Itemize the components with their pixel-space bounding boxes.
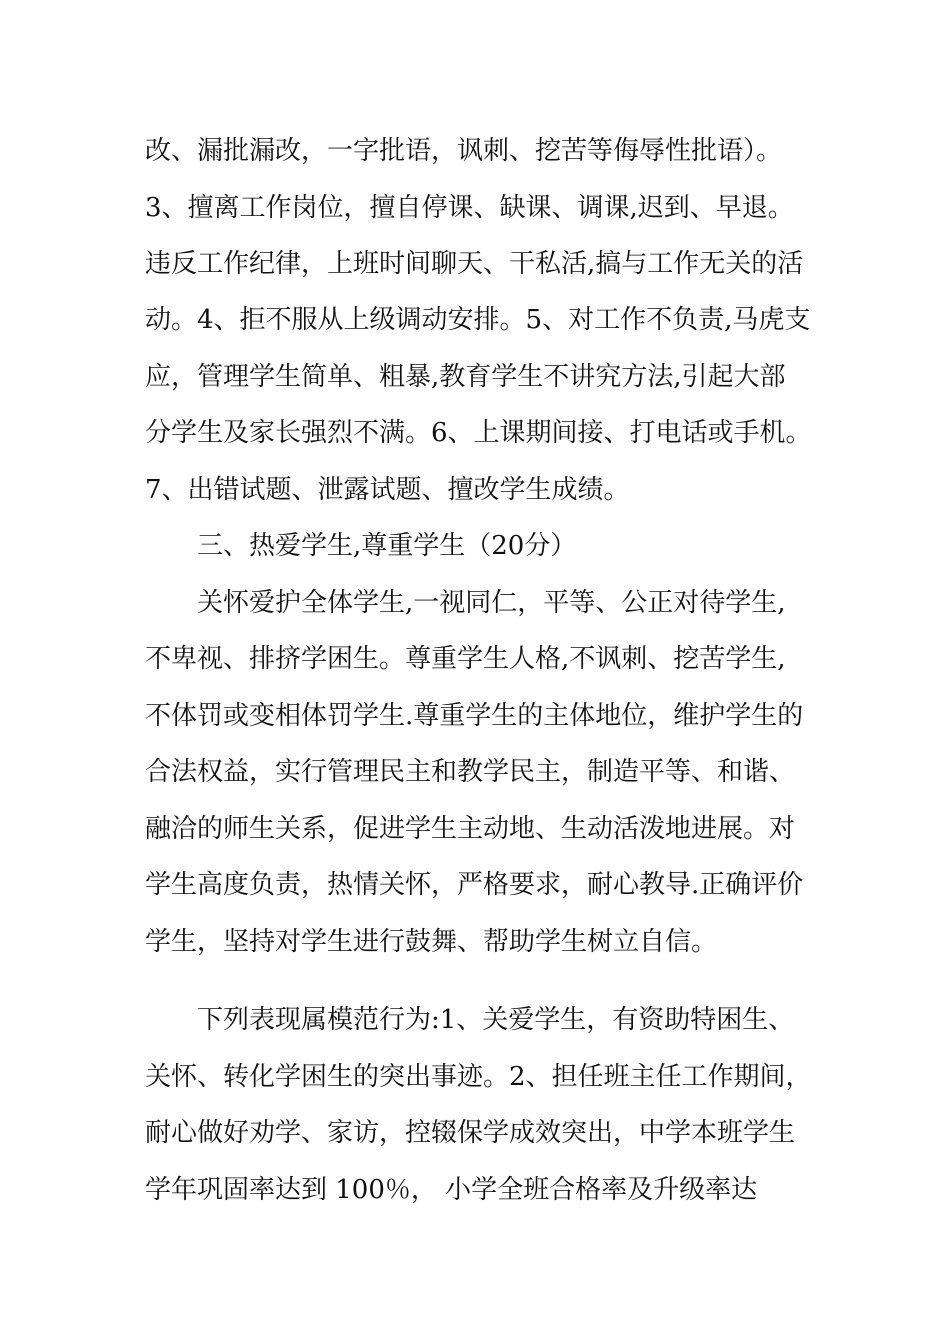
paragraph-line-3: 违反工作纪律，上班时间聊天、干私活,搞与工作无关的活 bbox=[145, 249, 804, 279]
paragraph-line-4: 动。4、拒不服从上级调动安排。5、对工作不负责,马虎支 bbox=[145, 305, 811, 335]
paragraph-line-15: 学生，坚持对学生进行鼓舞、帮助学生树立自信。 bbox=[145, 927, 718, 957]
paragraph-line-13: 融洽的师生关系，促进学生主动地、生动活泼地进展。对 bbox=[145, 814, 796, 844]
paragraph-line-16: 下列表现属模范行为:1、关爱学生，有资助特困生、 bbox=[197, 1005, 795, 1035]
paragraph-line-9: 关怀爱护全体学生,一视同仁，平等、公正对待学生, bbox=[197, 588, 786, 618]
paragraph-line-14: 学生高度负责，热情关怀，严格要求，耐心教导.正确评价 bbox=[145, 870, 804, 900]
paragraph-line-6: 分学生及家长强烈不满。6、上课期间接、打电话或手机。 bbox=[145, 418, 812, 448]
paragraph-line-5: 应，管理学生简单、粗暴,教育学生不讲究方法,引起大部 bbox=[145, 362, 786, 392]
paragraph-line-10: 不卑视、排挤学困生。尊重学生人格,不讽刺、挖苦学生, bbox=[145, 644, 786, 674]
paragraph-line-17: 关怀、转化学困生的突出事迹。2、担任班主任工作期间， bbox=[145, 1062, 812, 1092]
section-heading: 三、热爱学生,尊重学生（20分） bbox=[197, 531, 577, 561]
paragraph-line-2: 3、擅离工作岗位，擅自停课、缺课、调课,迟到、早退。 bbox=[145, 193, 794, 223]
paragraph-line-11: 不体罚或变相体罚学生.尊重学生的主体地位，维护学生的 bbox=[145, 701, 804, 731]
paragraph-line-1: 改、漏批漏改，一字批语，讽刺、挖苦等侮辱性批语）。 bbox=[145, 136, 783, 166]
paragraph-line-18: 耐心做好劝学、家访，控辍保学成效突出，中学本班学生 bbox=[145, 1118, 796, 1148]
paragraph-line-12: 合法权益，实行管理民主和教学民主，制造平等、和谐、 bbox=[145, 757, 796, 787]
paragraph-line-19: 学年巩固率达到 100％， 小学全班合格率及升级率达 bbox=[145, 1175, 758, 1205]
paragraph-line-7: 7、出错试题、泄露试题、擅改学生成绩。 bbox=[145, 475, 630, 505]
